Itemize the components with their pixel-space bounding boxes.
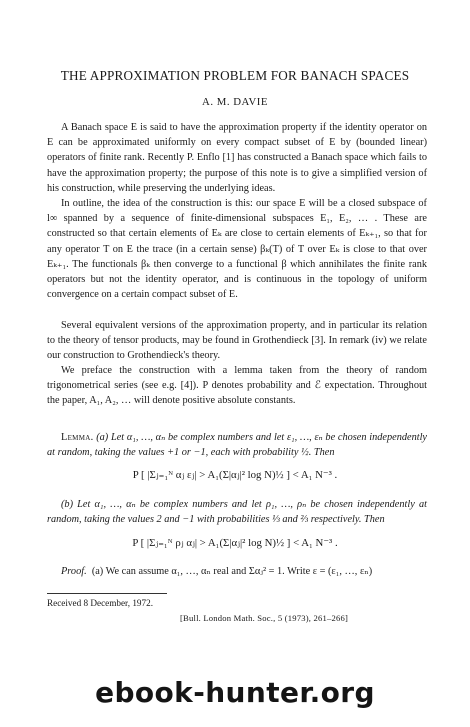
lemma-part-b-text: (b) Let α₁, …, αₙ be complex numbers and let ρ₁, …, ρₙ be chosen independently at random, taking the values 2 and −1 with probabilities ⅓ and ⅔ respectively. Then (47, 499, 427, 526)
received-date: Received 8 December, 1972. (47, 598, 154, 608)
watermark-text: ebook-hunter.org (95, 676, 375, 709)
versions-paragraph (47, 318, 427, 364)
article-author: A. M. DAVIE (202, 96, 268, 108)
lemma-part-a-text: (a) Let α₁, …, αₙ be complex numbers and let ε₁, …, εₙ be chosen independently at random, taking the values +1 or −1, each with probability ½. Then (47, 432, 428, 459)
paragraph-3: Several equivalent versions of the approximation property, and in particular its relation to the theory of tensor products, may be found in Grothendieck [3]. In remark (iv) we relate our construction to Grothendieck's theory. (47, 320, 427, 362)
lemma-part-b (47, 497, 427, 527)
lemma-label: Lemma. (61, 432, 94, 443)
article-title: THE APPROXIMATION PROBLEM FOR BANACH SPACES (60, 68, 410, 83)
proof-text: (a) We can assume α₁, …, αₙ real and Σαⱼ² = 1. Write ε = (ε₁, …, εₙ) (91, 566, 373, 577)
formula-a: P [ |Σⱼ₌₁ᴺ αⱼ εⱼ| > A₁(Σ|αⱼ|² log N)½ ] < A₁ N⁻³ . (132, 469, 338, 481)
journal-citation: [Bull. London Math. Soc., 5 (1973), 261–266] (180, 613, 349, 623)
paragraph-4: We preface the construction with a lemma taken from the theory of random trigonometrical series (see e.g. [4]). P denotes probability and ℰ expectation. Throughout the paper, A₁, A₂, … will denote positive absolute constants. (47, 365, 427, 407)
footnote-rule (47, 593, 167, 594)
proof-label: Proof. (61, 566, 87, 577)
paragraph-1: A Banach space E is said to have the approximation property if the identity operator on E can be approximated uniformly on every compact subset of E by (bounded linear) operators of finite rank. Recently P. Enflo [1] has constructed a Banach space which fails to have the approximation property; the purpose of this note is to give a simplified version of his construction, while preserving the underlying ideas. (47, 122, 427, 194)
lemma-part-a (47, 430, 427, 460)
proof-line (47, 564, 427, 579)
outline-paragraph (47, 196, 427, 302)
intro-paragraph (47, 120, 427, 196)
formula-b: P [ |Σⱼ₌₁ᴺ ρⱼ αⱼ| > A₁(Σ|αⱼ|² log N)½ ] < A₁ N⁻³ . (132, 537, 338, 549)
preface-paragraph (47, 363, 427, 409)
paragraph-2: In outline, the idea of the construction is this: our space E will be a closed subspace of l∞ spanned by a sequence of finite-dimensional subspaces E₁, E₂, … . These are constructed so that certain elements of Eₖ are close to certain elements of Eₖ₊₁, so that for any operator T on E the trace (in a certain sense) βₖ(T) of T over Eₖ is close to that over Eₖ₊₁. The functionals βₖ then converge to a functional β which annihilates the finite rank operators but not the identity operator, and is continuous in the topology of uniform convergence on a certain compact subset of E. (47, 198, 427, 301)
